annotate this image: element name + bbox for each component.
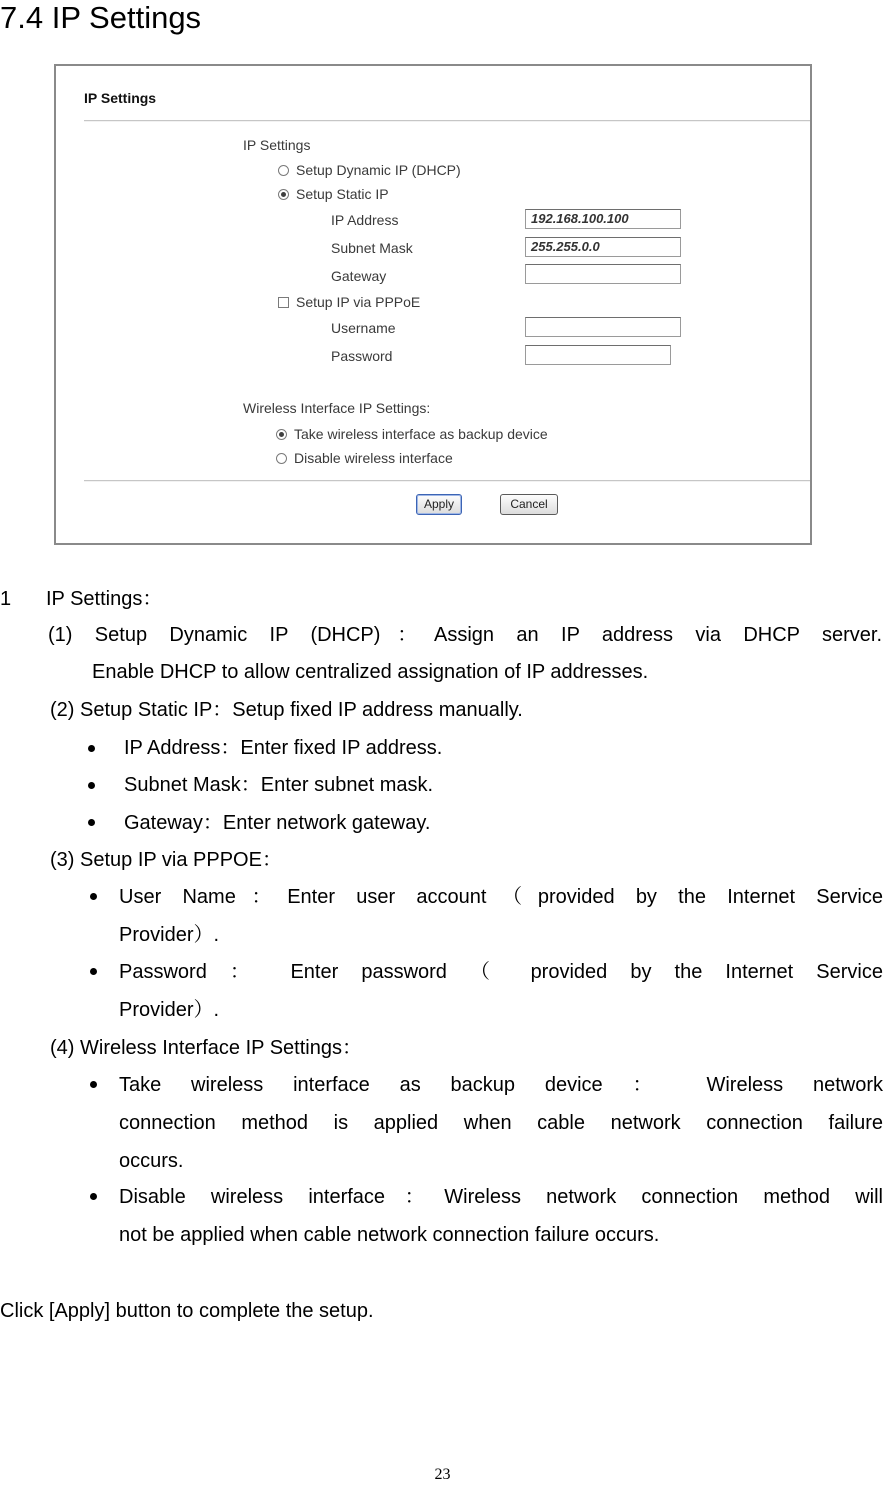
ip-settings-group-label: IP Settings	[243, 137, 311, 153]
wireless-backup-description: Take wireless interface as backup device ： Wireless network	[119, 1074, 883, 1096]
wireless-backup-radio[interactable]	[276, 429, 287, 440]
pppoe-description: (3) Setup IP via PPPOE：	[50, 849, 282, 871]
password-description: Password ： Enter password （ provided by the Internet Service	[119, 961, 883, 983]
bullet	[88, 819, 95, 826]
cancel-button[interactable]: Cancel	[500, 494, 558, 515]
static-ip-radio[interactable]	[278, 189, 289, 200]
gateway-label: Gateway	[331, 268, 387, 284]
wireless-backup-description-cont: connection method is applied when cable network connection failure	[119, 1112, 883, 1134]
dhcp-radio[interactable]	[278, 165, 289, 176]
apply-note: Click [Apply] button to complete the setup.	[0, 1300, 374, 1322]
username-label: Username	[331, 320, 396, 336]
section-heading: 7.4 IP Settings	[0, 0, 202, 35]
ip-settings-panel	[54, 64, 812, 545]
bullet	[88, 745, 95, 752]
username-input[interactable]	[525, 317, 681, 337]
item-title: IP Settings：	[46, 588, 163, 610]
divider	[84, 480, 810, 482]
username-description-cont: Provider）.	[119, 924, 220, 946]
item-number: 1	[0, 588, 12, 610]
bullet	[90, 1081, 97, 1088]
divider	[84, 120, 810, 122]
pppoe-checkbox[interactable]	[278, 297, 289, 308]
static-ip-label: Setup Static IP	[296, 186, 389, 202]
bullet	[88, 782, 95, 789]
wireless-backup-label: Take wireless interface as backup device	[294, 426, 548, 442]
username-description: User Name：Enter user account（provided by the Internet Service	[119, 886, 883, 908]
gateway-input[interactable]	[525, 264, 681, 284]
wireless-disable-description-cont: not be applied when cable network connection failure occurs.	[119, 1224, 660, 1246]
dhcp-description: (1) Setup Dynamic IP (DHCP)：Assign an IP address via DHCP server.	[48, 624, 882, 646]
pppoe-label: Setup IP via PPPoE	[296, 294, 421, 310]
gateway-description: Gateway：Enter network gateway.	[124, 812, 431, 834]
wireless-disable-label: Disable wireless interface	[294, 450, 453, 466]
wireless-backup-description-end: occurs.	[119, 1150, 184, 1172]
wireless-disable-description: Disable wireless interface：Wireless network connection method will	[119, 1186, 883, 1208]
bullet	[90, 893, 97, 900]
static-ip-description: (2) Setup Static IP：Setup fixed IP address manually.	[50, 699, 523, 721]
password-label: Password	[331, 348, 393, 364]
wireless-description: (4) Wireless Interface IP Settings：	[50, 1037, 362, 1059]
subnet-mask-description: Subnet Mask：Enter subnet mask.	[124, 774, 434, 796]
subnet-mask-input[interactable]: 255.255.0.0	[525, 237, 681, 257]
dhcp-description-cont: Enable DHCP to allow centralized assignation of IP addresses.	[92, 661, 649, 683]
bullet	[90, 1193, 97, 1200]
panel-title: IP Settings	[84, 90, 157, 106]
ip-address-input[interactable]: 192.168.100.100	[525, 209, 681, 229]
page-number: 23	[434, 1466, 451, 1483]
bullet	[90, 968, 97, 975]
apply-button[interactable]: Apply	[416, 494, 462, 515]
dhcp-label: Setup Dynamic IP (DHCP)	[296, 162, 461, 178]
wireless-disable-radio[interactable]	[276, 453, 287, 464]
ip-address-description: IP Address：Enter fixed IP address.	[124, 737, 443, 759]
ip-address-label: IP Address	[331, 212, 399, 228]
password-input[interactable]	[525, 345, 671, 365]
subnet-mask-label: Subnet Mask	[331, 240, 413, 256]
wireless-group-label: Wireless Interface IP Settings:	[243, 400, 431, 416]
password-description-cont: Provider）.	[119, 999, 220, 1021]
